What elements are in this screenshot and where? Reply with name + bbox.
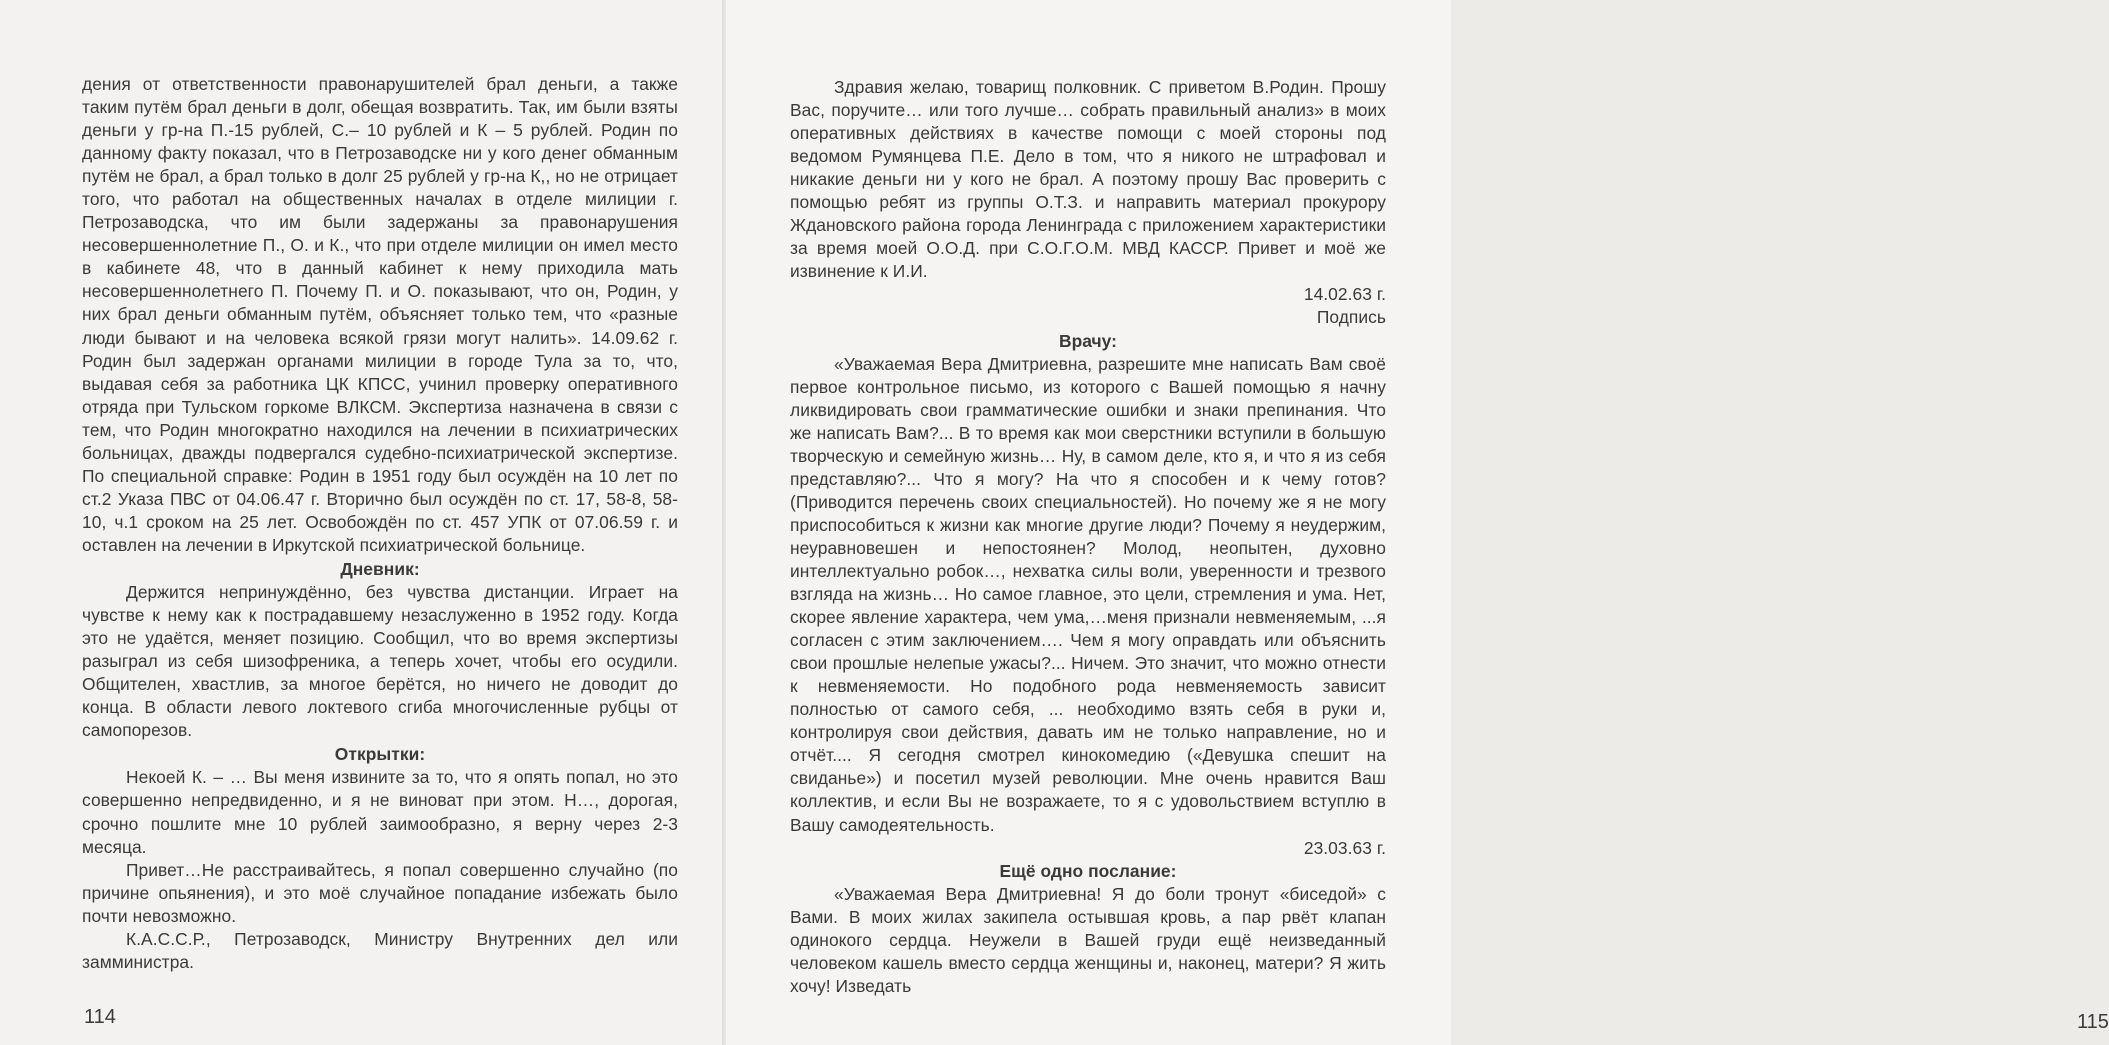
letter-signature: Подпись xyxy=(1316,307,1386,328)
right-page xyxy=(726,0,2109,1045)
letter-paragraph: Здравия желаю, товарищ полковник. С приветом В.Родин. Прошу Вас, поручите… или того лучше… собрать правильный анализ» в моих оперативных действиях в качестве помощи с моей стороны под ведомом Румянцева П.Е. Дело в том, что я никого не штрафовал и никакие деньги ни у кого не брал. А поэтому прошу Вас проверить с помощью ребят из группы О.Т.З. и направить материал прокурору Ждановского района города Ленинграда с приложением характеристики за время моей О.О.Д. при С.О.Г.О.М. МВД КАССР. Привет и моё же извинение к И.И. xyxy=(790,77,1386,282)
heading-diary: Дневник: xyxy=(340,558,420,579)
heading-another-message: Ещё одно послание: xyxy=(999,860,1177,881)
case-report-paragraph: дения от ответственности правонарушителей брал деньги, а также таким путём брал деньги в долг, обещая возвратить. Так, им были взяты деньги у гр-на П.-15 рублей, С.– 10 рублей и К – 5 рублей. Родин по данному факту показал, что в Петрозаводске ни у кого денег обманным путём не брал, а брал только в долг 25 рублей у гр-на К,, но не отрицает того, что работал на общественных началах в отделе милиции г. Петрозаводска, что им были задержаны за правонарушения несовершеннолетние П., О. и К., что при отделе милиции он имел место в кабинете 48, что в данный кабинет к нему приходила мать несовершеннолетнего П. Почему П. и О. показывают, что он, Родин, у них брал деньги обманным путём, объясняет только тем, что «разные люди бывают и на человека всякой грязи могут налить». 14.09.62 г. Родин был задержан органами милиции в городе Тула за то, что, выдавая себя за работника ЦК КПСС, учинил проверку оперативного отряда при Тульском горкоме ВЛКСМ. Экспертиза назначена в связи с тем, что Родин многократно находился на лечении в психиатрических больницах, дважды подвергался судебно-психиатрической экспертизе. По специальной справке: Родин в 1951 году был осуждён на 10 лет по ст.2 Указа ПВС от 04.06.47 г. Вторично был осуждён по ст. 17, 58-8, 58-10, ч.1 сроком на 25 лет. Освобождён по ст. 457 УПК от 07.06.59 г. и оставлен на лечении в Иркутской психиатрической больнице. xyxy=(82,74,678,555)
doctor-letter-paragraph: «Уважаемая Вера Дмитриевна, разрешите мне написать Вам своё первое контрольное письмо, из которого с Вашей помощью я начну ликвидировать свои грамматические ошибки и знаки препинания. Что же написать Вам?... В то время как мои сверстники вступили в большую творческую и семейную жизнь… Ну, в самом деле, кто я, и что я из себя представляю?... Что я могу? На что я способен и к чему готов? (Приводится перечень своих специальностей). Но почему же я не могу приспособиться к жизни как многие другие люди? Почему я неудержим, неуравновешен и непостоянен? Молод, неопытен, духовно интеллектуально робок…, нехватка силы воли, уверенности и трезвого взгляда на жизнь… Но самое главное, это цели, стремления и ума. Нет, скорее явление характера, чем ума,…меня признали невменяемым, ...я согласен с этим заключением…. Чем я могу оправдать или объяснить свои прошлые нелепые ужасы?... Ничем. Это значит, что можно отнести к невменяемости. Но подобного рода невменяемость зависит полностью от самого себя, ... необходимо взять себя в руки и, контролируя свои действия, давать им не только направление, но и отчёт.... Я сегодня смотрел кинокомедию («Девушка спешит на свиданье») и посетил музей революции. Мне очень нравится Ваш коллектив, и если Вы не возражаете, то я с удовольствием вступлю в Вашу самодеятельность. xyxy=(790,353,1386,835)
letter-date: 14.02.63 г. xyxy=(1303,284,1386,305)
doctor-letter-date: 23.03.63 г. xyxy=(1303,837,1386,858)
page-number-right: 115 xyxy=(2077,1011,2109,1033)
heading-doctor: Врачу: xyxy=(1058,330,1118,351)
left-text-block xyxy=(82,73,678,974)
diary-paragraph: Держится непринуждённо, без чувства дистанции. Играет на чувстве к нему как к пострадавшему незаслуженно в 1952 году. Когда это не удаётся, меняет позицию. Сообщил, что во время экспертизы разыграл из себя шизофреника, а теперь хочет, чтобы его осудили. Общителен, хвастлив, за многое берётся, но ничего не доводит до конца. В области левого локтевого сгиба многочисленные рубцы от самопорезов. xyxy=(82,582,678,741)
page-number-left: 114 xyxy=(84,1006,116,1028)
postcard-paragraph-1: Некоей К. – … Вы меня извините за то, что я опять попал, но это совершенно непредвиденно, и я не виноват при этом. Н…, дорогая, срочно пошлите мне 10 рублей заимообразно, я верну через 2-3 месяца. xyxy=(82,767,678,857)
another-message-paragraph: «Уважаемая Вера Дмитриевна! Я до боли тронут «биседой» с Вами. В моих жилах закипела остывшая кровь, а пар рвёт клапан одинокого сердца. Неужели в Вашей груди ещё неизведанный человеком кашель вместо сердца женщины и, наконец, матери? Я жить хочу! Изведать xyxy=(790,883,1386,996)
left-page xyxy=(0,0,724,1045)
postcard-paragraph-2: Привет…Не расстраивайтесь, я попал совершенно случайно (по причине опьянения), и это моё случайное попадание избежать было почти невозможно. xyxy=(82,859,678,926)
postcard-paragraph-3: К.А.С.С.Р., Петрозаводск, Министру Внутренних дел или замминистра. xyxy=(82,928,678,972)
heading-postcards: Открытки: xyxy=(334,744,426,765)
right-text-block xyxy=(790,76,1386,998)
